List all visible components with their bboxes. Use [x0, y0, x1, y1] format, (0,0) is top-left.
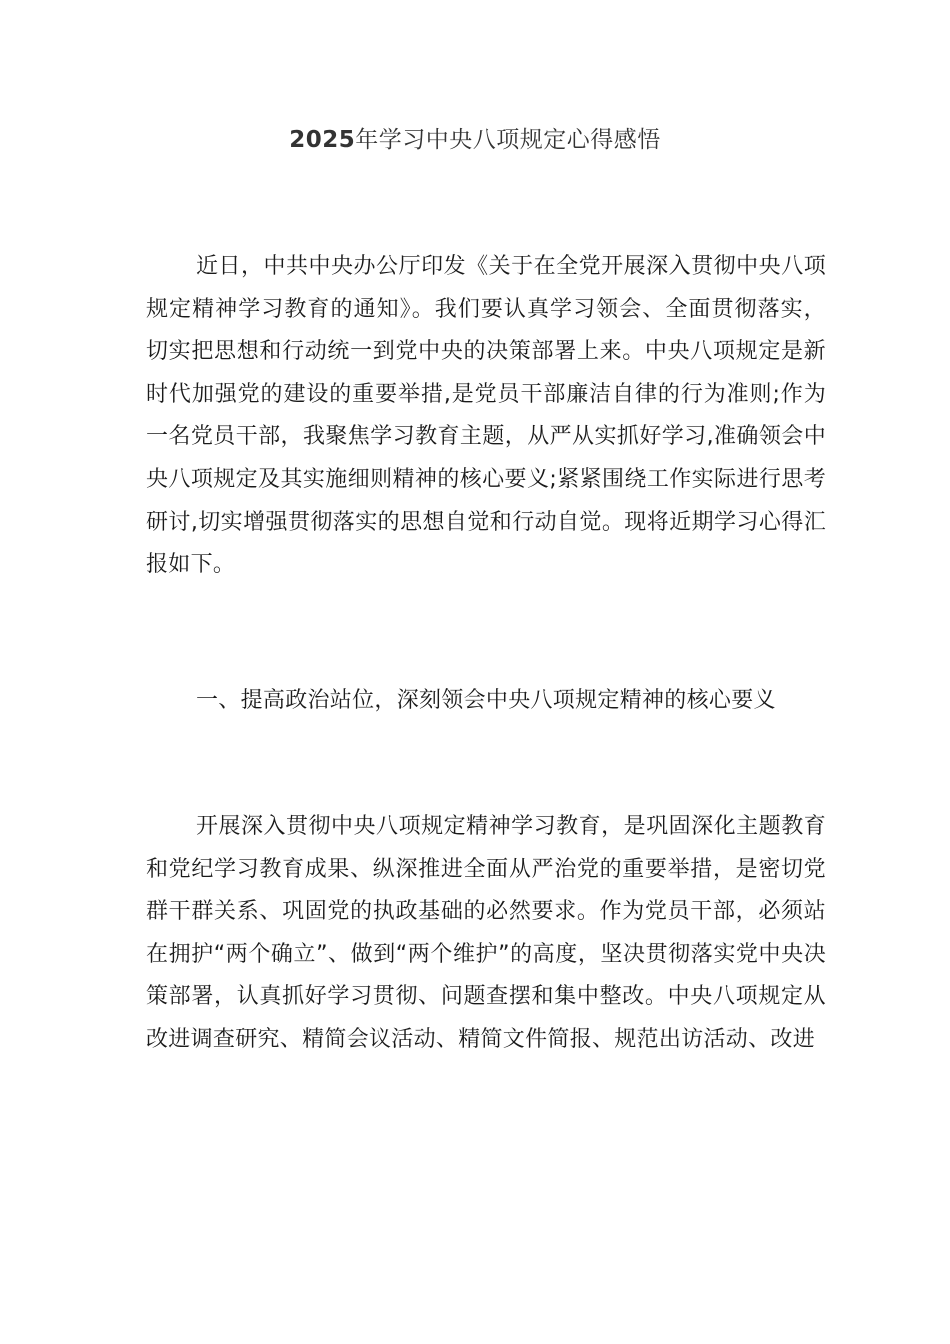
document-title	[0, 122, 950, 158]
title-year: 2025	[289, 127, 356, 153]
paragraph-intro: 近日，中共中央办公厅印发《关于在全党开展深入贯彻中央八项规定精神学习教育的通知》。我们要认真学习领会、全面贯彻落实，切实把思想和行动统一到党中央的决策部署上来。中央八项规定是新时代加强党的建设的重要举措,是党员干部廉洁自律的行为准则;作为一名党员干部，我聚焦学习教育主题，从严从实抓好学习,准确领会中央八项规定及其实施细则精神的核心要义;紧紧围绕工作实际进行思考研讨,切实增强贯彻落实的思想自觉和行动自觉。现将近期学习心得汇报如下。	[146, 254, 826, 578]
section-heading-1: 一、提高政治站位，深刻领会中央八项规定精神的核心要义	[196, 688, 776, 713]
paragraph-section-1: 开展深入贯彻中央八项规定精神学习教育，是巩固深化主题教育和党纪学习教育成果、纵深推进全面从严治党的重要举措，是密切党群干群关系、巩固党的执政基础的必然要求。作为党员干部，必须站在拥护“两个确立”、做到“两个维护”的高度，坚决贯彻落实党中央决策部署，认真抓好学习贯彻、问题查摆和集中整改。中央八项规定从改进调查研究、精简会议活动、精简文件简报、规范出访活动、改进	[146, 814, 826, 1052]
title-text: 年学习中央八项规定心得感悟	[355, 127, 661, 153]
